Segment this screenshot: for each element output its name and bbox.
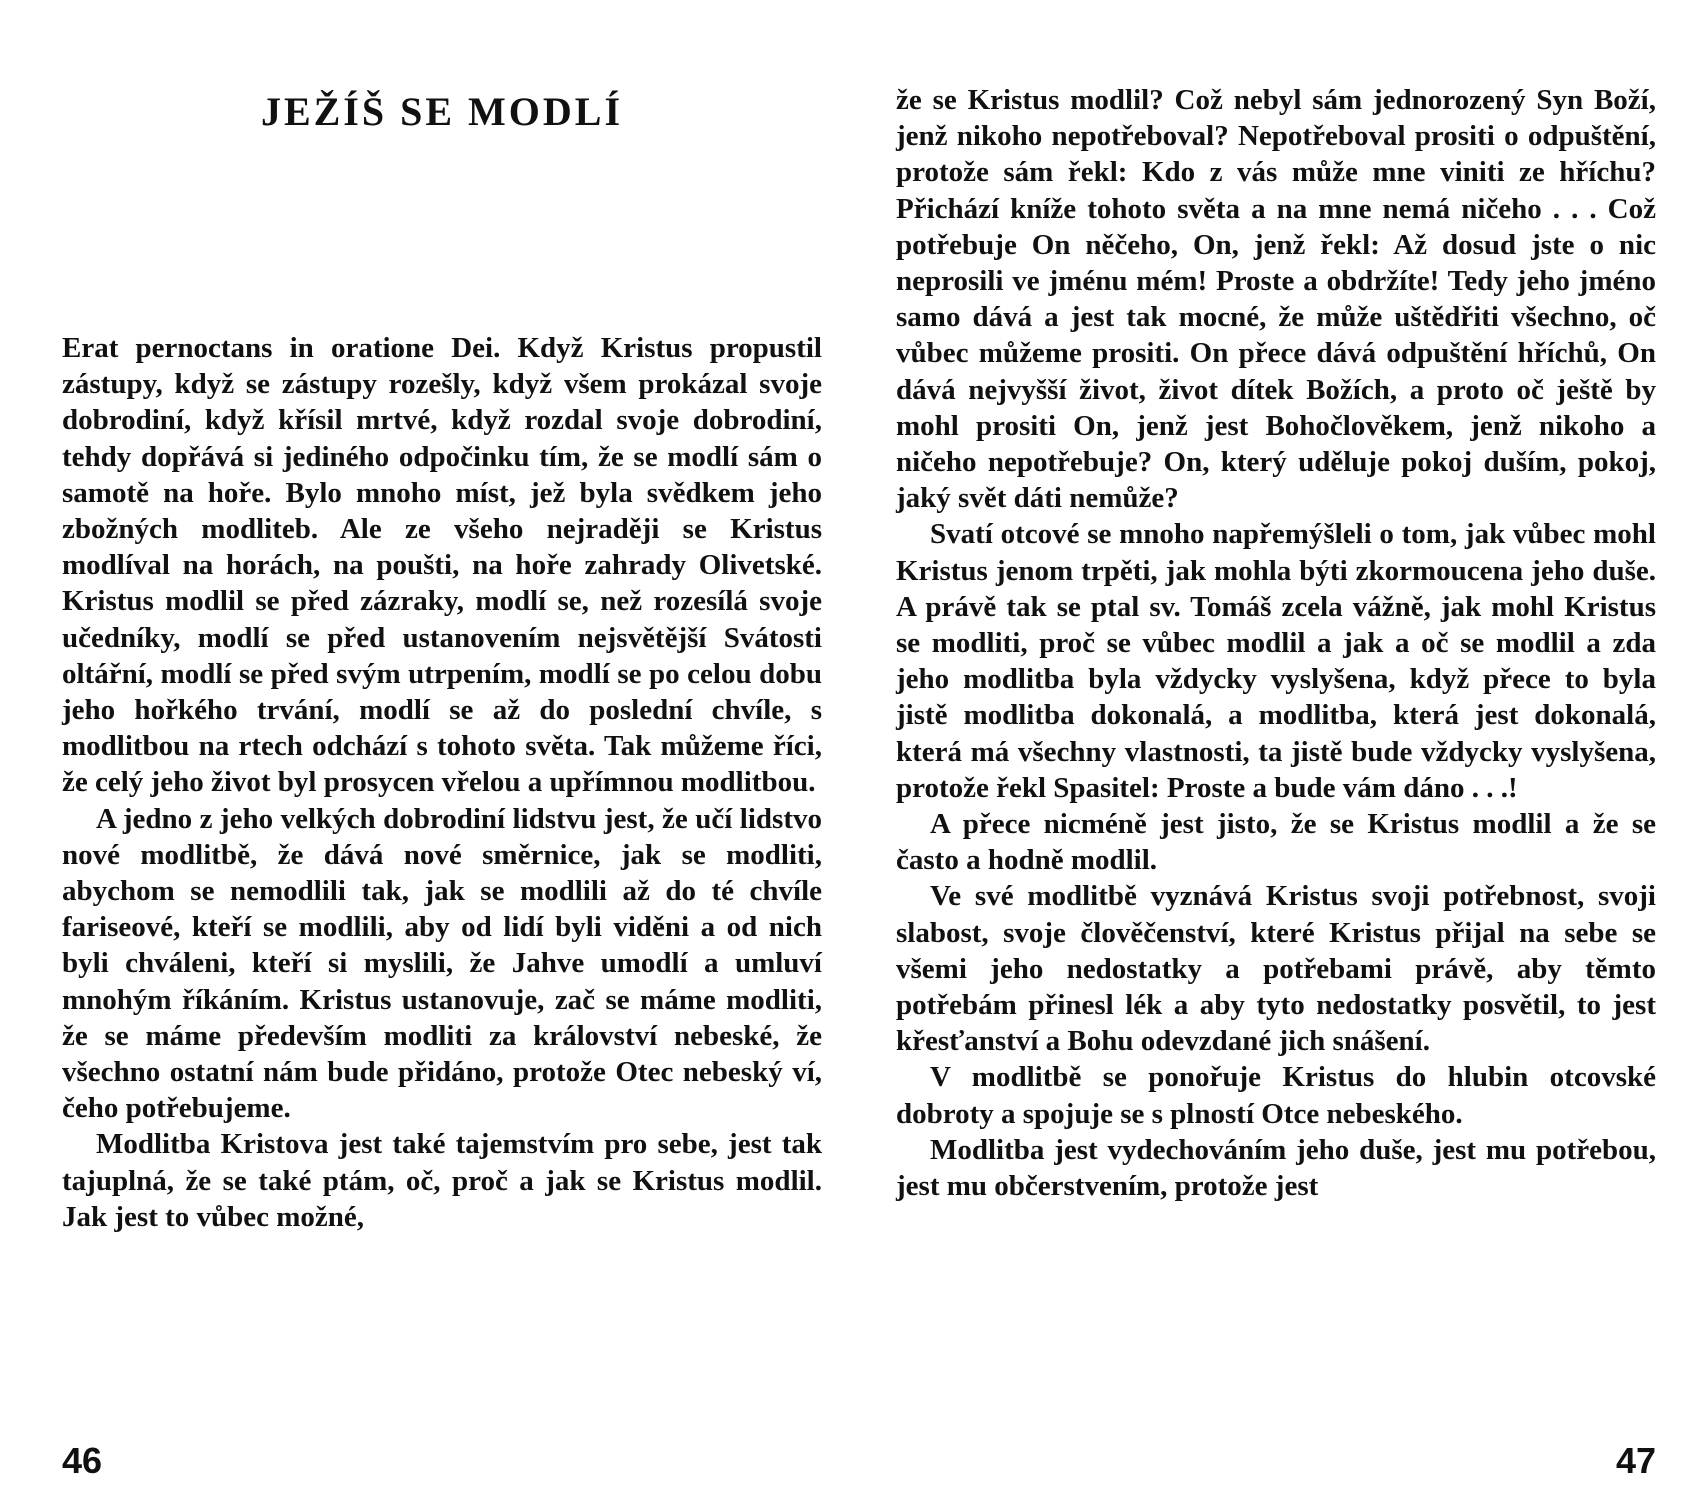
paragraph: A přece nicméně jest jisto, že se Kristus modlil a že se často a hodně modlil.: [896, 808, 1656, 877]
paragraph: V modlitbě se ponořuje Kristus do hlubin otcovské dobroty a spojuje se s plností Otce nebeského.: [896, 1061, 1656, 1130]
paragraph: A jedno z jeho velkých dobrodiní lidstvu jest, že učí lidstvo nové modlitbě, že dává nové směrnice, jak se modliti, abychom se nemodlili tak, jak se modlili až do té chvíle fariseové, kteří se modlili, aby od lidí byli viděni a od nich byli chváleni, kteří si myslili, že Jahve umodlí a umluví mnohým říkáním. Kristus ustanovuje, zač se máme modliti, že se máme především modliti za království nebeské, že všechno ostatní nám bude přidáno, protože Otec nebeský ví, čeho potřebujeme.: [62, 802, 822, 1125]
page-number-left: 46: [62, 1440, 103, 1481]
paragraph: Ve své modlitbě vyznává Kristus svoji potřebnost, svoji slabost, svoje člověčenství, které Kristus přijal na sebe se všemi jeho nedostatky a potřebami právě, aby těmto potřebám přinesl lék a aby tyto nedostatky posvětil, to jest křesťanství a Bohu odevzdané jich snášení.: [896, 880, 1656, 1058]
left-page-text: [62, 330, 822, 1235]
right-page-text: [896, 82, 1656, 1204]
chapter-title: JEŽÍŠ SE MODLÍ: [260, 89, 624, 134]
paragraph: Modlitba Kristova jest také tajemstvím pro sebe, jest tak tajuplná, že se také ptám, oč, proč a jak se Kristus modlil. Jak jest to vůbec možné,: [62, 1128, 822, 1233]
left-page: [62, 0, 822, 1500]
paragraph: Svatí otcové se mnoho napřemýšleli o tom, jak vůbec mohl Kristus jenom trpěti, jak mohla býti zkormoucena jeho duše. A právě tak se ptal sv. Tomáš zcela vážně, jak mohl Kristus se modliti, proč se vůbec modlil a jak a oč se modlil a zda jeho modlitba byla vždycky vyslyšena, když přece to byla jistě modlitba dokonalá, a modlitba, která jest dokonalá, která má všechny vlastnosti, ta jistě bude vždycky vyslyšena, protože řekl Spasitel: Proste a bude vám dáno . . .!: [896, 518, 1656, 804]
paragraph: že se Kristus modlil? Což nebyl sám jednorozený Syn Boží, jenž nikoho nepotřeboval? Nepotřeboval prositi o odpuštění, protože sám řekl: Kdo z vás může mne viniti ze hříchu? Přichází kníže tohoto světa a na mne nemá ničeho . . . Což potřebuje On něčeho, On, jenž řekl: Až dosud jste o nic neprosili ve jménu mém! Proste a obdržíte! Tedy jeho jméno samo dává a jest tak mocné, že může uštědřiti všechno, oč vůbec můžeme prositi. On přece dává odpuštění hříchů, On dává nejvyšší život, život dítek Božích, a proto oč ještě by mohl prositi On, jenž jest Bohočlověkem, jenž nikoho a ničeho nepotřebuje? On, který uděluje pokoj duším, pokoj, jaký svět dáti nemůže?: [896, 84, 1656, 515]
right-page: [896, 0, 1656, 1500]
paragraph: Erat pernoctans in oratione Dei. Když Kristus propustil zástupy, když se zástupy rozešly, když všem prokázal svoje dobrodiní, když křísil mrtvé, když rozdal svoje dobrodiní, tehdy dopřává si jediného odpočinku tím, že se modlí sám o samotě na hoře. Bylo mnoho míst, jež byla svědkem jeho zbožných modliteb. Ale ze všeho nejraději se Kristus modlíval na horách, na poušti, na hoře zahrady Olivetské. Kristus modlil se před zázraky, modlí se, než rozesílá svoje učedníky, modlí se před ustanovením nejsvětější Svátosti oltářní, modlí se před svým utrpením, modlí se po celou dobu jeho hořkého trvání, modlí se až do poslední chvíle, s modlitbou na rtech odchází s tohoto světa. Tak můžeme říci, že celý jeho život byl prosycen vřelou a upřímnou modlitbou.: [62, 332, 822, 799]
page-number-right: 47: [1615, 1440, 1656, 1481]
paragraph: Modlitba jest vydechováním jeho duše, jest mu potřebou, jest mu občerstvením, protože jest: [896, 1133, 1656, 1203]
